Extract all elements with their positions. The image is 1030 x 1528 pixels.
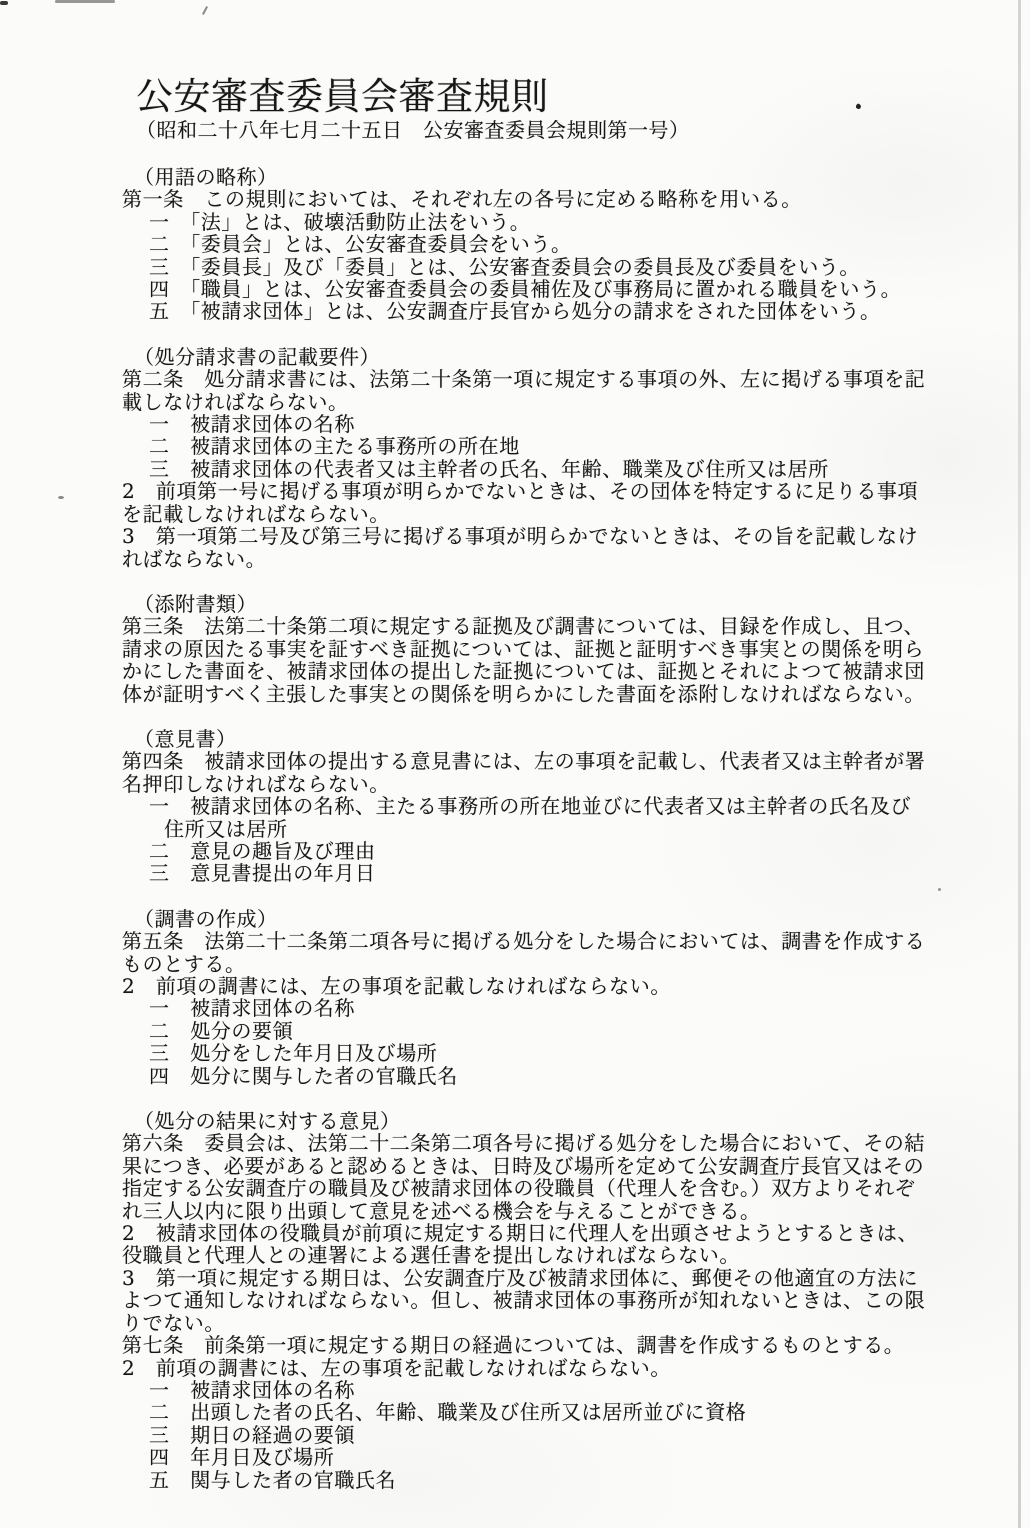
section-heading: （意見書） bbox=[134, 726, 237, 751]
section bbox=[122, 728, 958, 885]
section-heading: （調書の作成） bbox=[134, 906, 278, 931]
text-line: 請求の原因たる事実を証すべき証拠については、証拠と証明すべき事実との関係を明ら bbox=[122, 636, 925, 661]
text-line: 三 期日の経過の要領 bbox=[149, 1422, 355, 1447]
text-line: 2 被請求団体の役職員が前項に規定する期日に代理人を出頭させようとするときは、 bbox=[122, 1221, 919, 1246]
section-heading: （処分の結果に対する意見） bbox=[134, 1109, 401, 1134]
text-line: かにした書面を、被請求団体の提出した証拠については、証拠とそれによつて被請求団 bbox=[122, 659, 925, 684]
text-line: 第七条 前条第一項に規定する期日の経過については、調書を作成するものとする。 bbox=[122, 1333, 905, 1358]
section bbox=[122, 1110, 958, 1491]
text-line: 三 「委員長」及び「委員」とは、公安審査委員会の委員長及び委員をいう。 bbox=[149, 254, 860, 279]
text-line: 3 第一項第二号及び第三号に掲げる事項が明らかでないときは、その旨を記載しなけ bbox=[122, 524, 919, 549]
text-line: れ三人以内に限り出頭して意見を述べる機会を与えることができる。 bbox=[122, 1198, 761, 1223]
document-title: 公安審査委員会審査規則 bbox=[136, 75, 549, 118]
section-heading: （添附書類） bbox=[134, 591, 257, 616]
text-line: 第二条 処分請求書には、法第二十条第一項に規定する事項の外、左に掲げる事項を記 bbox=[122, 367, 926, 392]
text-line: 一 被請求団体の名称 bbox=[149, 996, 355, 1021]
scan-speck bbox=[202, 6, 208, 15]
text-line: 役職員と代理人との連署による選任書を提出しなければならない。 bbox=[122, 1243, 740, 1268]
text-line: 2 前項の調書には、左の事項を記載しなければならない。 bbox=[122, 974, 671, 998]
text-line: 第三条 法第二十条第二項に規定する証拠及び調書については、目録を作成し、且つ、 bbox=[122, 614, 925, 639]
document-subtitle: （昭和二十八年七月二十五日 公安審査委員会規則第一号） bbox=[136, 118, 690, 142]
text-line: 三 被請求団体の代表者又は主幹者の氏名、年齢、職業及び住所又は居所 bbox=[149, 456, 829, 481]
scan-speck bbox=[58, 496, 64, 499]
text-line: 載しなければならない。 bbox=[122, 389, 349, 414]
text-line: 五 関与した者の官職氏名 bbox=[149, 1467, 397, 1492]
text-line: 四 年月日及び場所 bbox=[149, 1445, 335, 1470]
text-line: ればならない。 bbox=[122, 546, 267, 571]
text-line: 四 「職員」とは、公安審査委員会の委員補佐及び事務局に置かれる職員をいう。 bbox=[149, 277, 902, 302]
text-line: 第六条 委員会は、法第二十二条第二項各号に掲げる処分をした場合において、その結 bbox=[122, 1131, 925, 1156]
text-line: 住所又は居所 bbox=[164, 816, 288, 841]
text-line: 二 被請求団体の主たる事務所の所在地 bbox=[149, 434, 520, 459]
document-body bbox=[122, 166, 958, 1491]
section-heading: （用語の略称） bbox=[134, 165, 278, 189]
text-line: 果につき、必要があると認めるときは、日時及び場所を定めて公安調査庁長官又はその bbox=[122, 1153, 925, 1178]
text-line: りでない。 bbox=[122, 1310, 225, 1335]
text-line: 2 前項の調書には、左の事項を記載しなければならない。 bbox=[122, 1355, 671, 1380]
section-heading: （処分請求書の記載要件） bbox=[134, 344, 380, 369]
scan-speck bbox=[0, 1, 8, 5]
text-line: 二 処分の要領 bbox=[149, 1018, 294, 1043]
text-line: 名押印しなければならない。 bbox=[122, 771, 390, 796]
section bbox=[122, 908, 958, 1087]
text-line: 指定する公安調査庁の職員及び被請求団体の役職員（代理人を含む。）双方よりそれぞ bbox=[122, 1176, 916, 1201]
text-line: 一 被請求団体の名称 bbox=[149, 412, 355, 437]
text-line: 一 被請求団体の名称、主たる事務所の所在地並びに代表者又は主幹者の氏名及び bbox=[149, 794, 912, 819]
text-line: ものとする。 bbox=[122, 951, 246, 976]
document-content bbox=[122, 76, 958, 1491]
scan-edge-line bbox=[1018, 0, 1021, 1528]
text-line: 第一条 この規則においては、それぞれ左の各号に定める略称を用いる。 bbox=[122, 187, 802, 212]
text-line: 四 処分に関与した者の官職氏名 bbox=[149, 1063, 458, 1088]
text-line: 二 出頭した者の氏名、年齢、職業及び住所又は居所並びに資格 bbox=[149, 1400, 747, 1425]
section bbox=[122, 346, 958, 570]
text-line: 五 「被請求団体」とは、公安調査庁長官から処分の請求をされた団体をいう。 bbox=[149, 299, 881, 324]
text-line: 二 意見の趣旨及び理由 bbox=[149, 838, 376, 863]
text-line: 体が証明すべく主張した事実との関係を明らかにした書面を添附しなければならない。 bbox=[122, 681, 925, 706]
section bbox=[122, 166, 958, 323]
text-line: 3 第一項に規定する期日は、公安調査庁及び被請求団体に、郵便その他適宜の方法に bbox=[122, 1265, 919, 1290]
text-line: 2 前項第一号に掲げる事項が明らかでないときは、その団体を特定するに足りる事項 bbox=[122, 479, 919, 504]
text-line: よつて通知しなければならない。但し、被請求団体の事務所が知れないときは、この限 bbox=[122, 1288, 926, 1313]
text-line: 一 被請求団体の名称 bbox=[149, 1377, 355, 1402]
text-line: 第五条 法第二十二条第二項各号に掲げる処分をした場合においては、調書を作成する bbox=[122, 929, 926, 954]
text-line: 一 「法」とは、破壊活動防止法をいう。 bbox=[149, 209, 531, 234]
section bbox=[122, 593, 958, 705]
text-line: 三 処分をした年月日及び場所 bbox=[149, 1041, 438, 1066]
text-line: 二 「委員会」とは、公安審査委員会をいう。 bbox=[149, 232, 572, 257]
text-line: 第四条 被請求団体の提出する意見書には、左の事項を記載し、代表者又は主幹者が署 bbox=[122, 749, 926, 774]
text-line: を記載しなければならない。 bbox=[122, 501, 390, 526]
scan-speck bbox=[55, 0, 115, 3]
text-line: 三 意見書提出の年月日 bbox=[149, 861, 376, 886]
